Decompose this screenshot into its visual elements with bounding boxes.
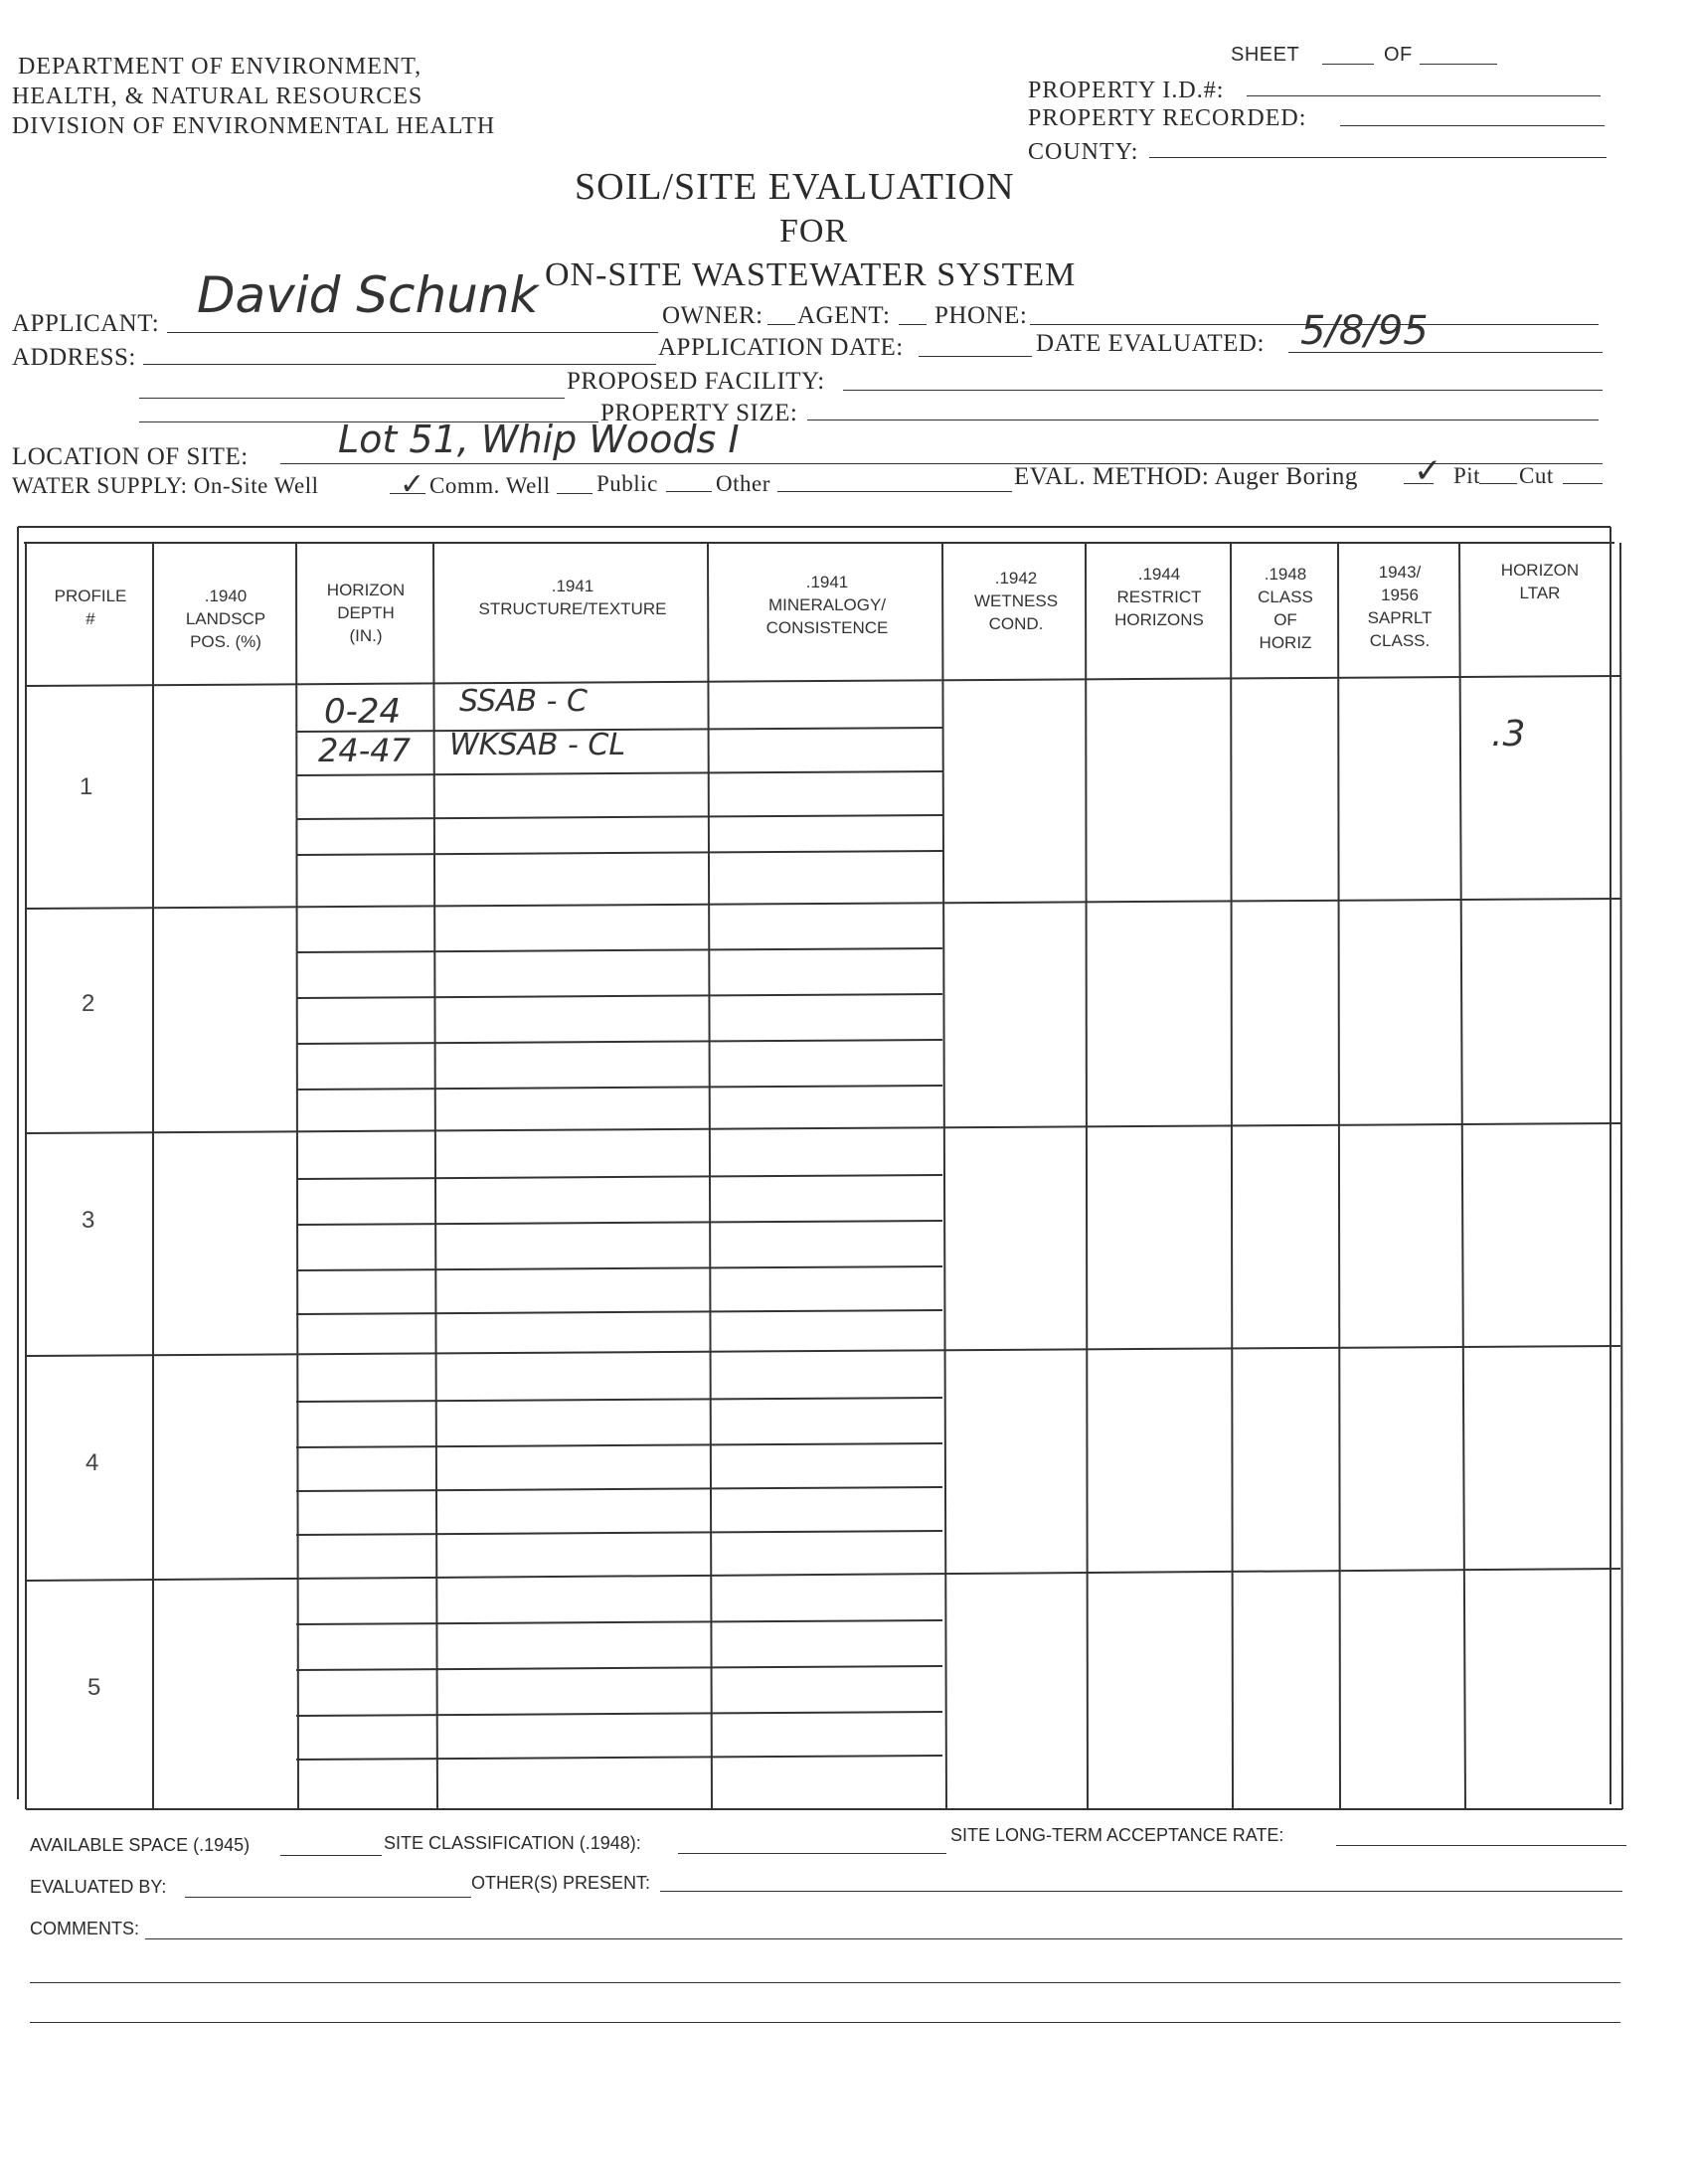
proposed-facility-label: PROPOSED FACILITY: bbox=[567, 368, 825, 395]
other-label: Other bbox=[716, 471, 770, 496]
col-header-structure: .1941 STRUCTURE/TEXTURE bbox=[478, 577, 667, 618]
site-classification-field[interactable] bbox=[678, 1853, 946, 1854]
sheet-label: SHEET bbox=[1231, 44, 1300, 66]
ltar-footer-label: SITE LONG-TERM ACCEPTANCE RATE: bbox=[950, 1825, 1284, 1845]
dept-line-3: DIVISION OF ENVIRONMENTAL HEALTH bbox=[12, 113, 496, 139]
available-space-label: AVAILABLE SPACE (.1945) bbox=[30, 1835, 251, 1855]
entry-structure-2: WKSAB - CL bbox=[449, 728, 626, 762]
property-recorded-label: PROPERTY RECORDED: bbox=[1028, 105, 1307, 131]
col-header-depth: HORIZON DEPTH (IN.) bbox=[326, 581, 406, 645]
entry-depth-2: 24-47 bbox=[318, 732, 411, 769]
form-title-line-2: FOR bbox=[779, 213, 849, 250]
agent-label: AGENT: bbox=[797, 302, 891, 329]
auger-boring-check: ✓ bbox=[1414, 451, 1442, 491]
col-header-saprlt: 1943/ 1956 SAPRLT CLASS. bbox=[1367, 563, 1433, 650]
county-label: COUNTY: bbox=[1028, 139, 1139, 165]
dept-line-1: DEPARTMENT OF ENVIRONMENT, bbox=[18, 54, 423, 80]
ltar-value: .3 bbox=[1491, 714, 1526, 755]
profile-number-3: 3 bbox=[82, 1207, 95, 1234]
comments-field-3[interactable] bbox=[30, 2022, 1620, 2023]
owner-label: OWNER: bbox=[662, 302, 763, 329]
comments-label: COMMENTS: bbox=[30, 1919, 139, 1938]
evaluated-by-label: EVALUATED BY: bbox=[30, 1877, 167, 1897]
col-header-landscp: .1940 LANDSCP POS. (%) bbox=[185, 587, 266, 651]
phone-label: PHONE: bbox=[934, 302, 1028, 329]
col-header-restrict: .1944 RESTRICT HORIZONS bbox=[1114, 565, 1204, 629]
col-header-class-horiz: .1948 CLASS OF HORIZ bbox=[1258, 565, 1313, 652]
form-title-line-3: ON-SITE WASTEWATER SYSTEM bbox=[545, 256, 1077, 293]
others-present-label: OTHER(S) PRESENT: bbox=[471, 1873, 651, 1893]
public-label: Public bbox=[596, 471, 658, 496]
location-label: LOCATION OF SITE: bbox=[12, 443, 249, 470]
date-evaluated-value: 5/8/95 bbox=[1300, 308, 1429, 354]
entry-depth-1: 0-24 bbox=[324, 692, 402, 732]
evaluated-by-field[interactable] bbox=[185, 1897, 471, 1898]
date-evaluated-label: DATE EVALUATED: bbox=[1036, 330, 1265, 357]
col-header-wetness: .1942 WETNESS COND. bbox=[973, 569, 1059, 633]
site-classification-label: SITE CLASSIFICATION (.1948): bbox=[384, 1833, 641, 1853]
ltar-footer-field[interactable] bbox=[1336, 1845, 1626, 1846]
profile-number-4: 4 bbox=[85, 1449, 99, 1476]
others-present-field[interactable] bbox=[660, 1891, 1622, 1892]
eval-method-label: EVAL. METHOD: Auger Boring bbox=[1014, 463, 1358, 490]
entry-structure-1: SSAB - C bbox=[459, 684, 588, 719]
on-site-well-check: ✓ bbox=[400, 467, 425, 502]
pit-label: Pit bbox=[1453, 463, 1481, 488]
col-header-profile: PROFILE # bbox=[54, 587, 127, 628]
address-label: ADDRESS: bbox=[12, 344, 136, 371]
comments-field-2[interactable] bbox=[30, 1982, 1620, 1983]
comments-field-1[interactable] bbox=[145, 1938, 1622, 1939]
applicant-label: APPLICANT: bbox=[12, 310, 160, 337]
of-label: OF bbox=[1384, 44, 1413, 66]
form-title-line-1: SOIL/SITE EVALUATION bbox=[575, 166, 1015, 208]
col-header-ltar: HORIZON LTAR bbox=[1500, 561, 1580, 602]
profile-number-1: 1 bbox=[80, 773, 93, 800]
available-space-field[interactable] bbox=[280, 1855, 382, 1856]
col-header-mineralogy: .1941 MINERALOGY/ CONSISTENCE bbox=[765, 573, 889, 637]
cut-label: Cut bbox=[1519, 463, 1554, 488]
property-size-label: PROPERTY SIZE: bbox=[600, 400, 798, 426]
location-value: Lot 51, Whip Woods I bbox=[338, 418, 740, 461]
application-date-label: APPLICATION DATE: bbox=[658, 334, 904, 361]
water-supply-label: WATER SUPPLY: On-Site Well bbox=[12, 473, 319, 498]
comm-well-label: Comm. Well bbox=[429, 473, 551, 498]
property-id-label: PROPERTY I.D.#: bbox=[1028, 78, 1225, 103]
profile-number-5: 5 bbox=[87, 1674, 101, 1701]
applicant-signature: David Schunk bbox=[197, 266, 539, 324]
dept-line-2: HEALTH, & NATURAL RESOURCES bbox=[12, 84, 424, 109]
profile-number-2: 2 bbox=[82, 990, 95, 1017]
